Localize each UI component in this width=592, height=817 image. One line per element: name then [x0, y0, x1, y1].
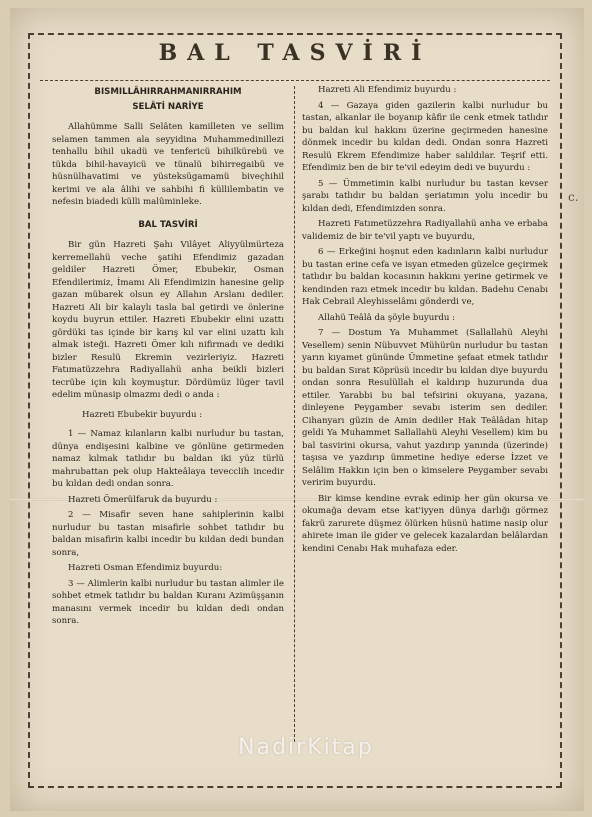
- speaker-osman: Hazreti Osman Efendimiz buyurdu:: [68, 563, 223, 573]
- speaker-omer: Hazreti Ömerülfaruk da buyurdu :: [68, 494, 218, 505]
- speaker-ebubekir: Hazreti Ebubekir buyurdu :: [82, 409, 203, 420]
- saying-1: 1 — Namaz kılanların kalbi nurludur bu tastan, dünya endişesini kalbine ve gönlüne getirmeden namaz kılmak tatlıdır bu baldan iki yüz türlü mahrubattan pek olup Hakteâlaya tevecclih incedir bu kıldan dedi ondan sonra.: [52, 429, 284, 489]
- saying-2: 2 — Misafir seven hane sahiplerinin kalbi nurludur bu tastan misafirle sohbet tatlıdır bu baldan misafirin kalbi incedir bu kıldan dedi bundan sonra,: [52, 510, 284, 558]
- left-column: [52, 84, 284, 631]
- closing-paragraph: Bir kimse kendine evrak edinip her gün okursa ve okumağa devam etse kat'iyyen dünya darlığı görmez fakrü zarurete düşmez ölürken hüsnü hatime nasip olur ahirete iman ile gider ve gelecek kazalardan belâlardan kendini Cenabı Hak muhafaza eder.: [302, 493, 548, 554]
- right-column: [302, 84, 548, 558]
- prayer-paragraph: Allahümme Salli Selâten kamilleten ve sellim selamen tammen ala seyyidina Muhammedinillezi tenhallu bihil ukadü ve tenfericü bihilkürebü ve tükda bihil-havayicü ve tünalü bihirregaibü ve hüsnülhavatimi ve yüsteksügamamü biveçhihil kerimi ve ala âlihi ve sahbihi fi küllilembatin ve nefesin biadedi külli malûminleke.: [52, 122, 284, 207]
- title-divider: [40, 80, 550, 81]
- saying-6: 6 — Erkeğini hoşnut eden kadınların kalbi nurludur bu tastan erine cefa ve isyan etmeden güzelce geçirmek tatlıdır bu baldan kocasının hakkını yerine getirmek ve kendinden razı etmek incedir bu kıldan. Badehu Cenabı Hak Cebrail Aleyhisselâmı gönderdi ve,: [302, 247, 548, 307]
- story-paragraph: Bir gün Hazreti Şahı Vilâyet Aliyyülmürteza kerremellahü veche şatihi Efendimiz gazadan geldiler Hazreti Ömer, Ebubekir, Osman Efendilerimiz, İmamı Ali Efendimizin hanesine gelip gazan mübarek olsun ey Allahın Arslanı dediler. Hazreti Ali bir kalaylı tasla bal getirdi ve önlerine koydu buyrun ettiler. Hazreti Ebubekir elini uzattı gördüki tas içinde bir karış kıl var elini uzattı kılı almak isteği. Hazreti Ömer kılı nifirmadı ve dediki bizler Resulü Ekremin vezirleriyiz. Hazreti Fatımatüzzehra Radiyallahü anha beikli bizleri tecrübe için kılı koymuştur. Dördümüz lüger tavil edelim münasip olmazmı dedi o anda :: [52, 240, 284, 400]
- speaker-fatima: Hazreti Fatımetüzzehra Radiyallahü anha ve erbaba validemiz de bir te'vil yaptı ve buyurdu,: [302, 219, 548, 242]
- heading-selati-nariye: SELÂTİ NARİYE: [132, 101, 204, 112]
- subheading-bal-tasviri: BAL TASVİRİ: [138, 219, 198, 230]
- margin-mark: c.: [568, 190, 579, 204]
- saying-4: 4 — Gazaya giden gazilerin kalbi nurludur bu tastan, alkanlar ile boyanıp kâfir ile cenk etmek tatlıdır bu baldan kul hakkını üzerine geçirmeden hanesine dönmek incedir bu kıldan dedi. Ondan sonra Hazreti Resulü Ekrem Efendimize haber salıldılar. Teşrif etti. Efendimiz ben de bir te'vil edeyim dedi ve buyurdu :: [302, 100, 548, 173]
- speaker-allah: Allahü Teâlâ da şöyle buyurdu :: [318, 312, 456, 323]
- saying-7: 7 — Dostum Ya Muhammet (Sallallahü Aleyhi Vesellem) senin Nübuvvet Mühürün nurludur bu tastan yarın kıyamet gününde Ümmetine şefaat etmek tatlıdır bu baldan Sırat Köprüsü incedir bu kıldan diye buyurdu ondan sonra Resulüllah el kaldırıp huzurunda dua ettiler. Yarabbi bu bal tefsirini okuyana, yazana, dinleyene Peygamber sevabı isterim sen dediler. Cihanyarı güzin de Amin dediler Hak Teâlâdan hitap geldi Ya Muhammet Sallallahü Aleyhi Vesellem) kim bu bal tasvirini okursa, vahut yazdırıp yanında (üzerinde) taşısa ve yazdırıp ümmetine hediye ederse İzzet ve Selâlim Hakkın için ben o kimselere Peygamber sevabı veririm buyurdu.: [302, 328, 548, 488]
- page-title: BAL TASVİRİ: [158, 40, 432, 66]
- speaker-ali: Hazreti Ali Efendimiz buyurdu :: [318, 85, 457, 95]
- saying-3: 3 — Alimlerin kalbi nurludur bu tastan alimler ile sohbet etmek tatlıdır bu baldan Kuranı Azimüşşanın manasını vermek incedir bu kıldan dedi ondan sonra.: [52, 578, 284, 626]
- column-divider: [294, 86, 295, 742]
- saying-5: 5 — Ümmetimin kalbi nurludur bu tastan kevser şarabı tatlıdır bu baldan şeriatımın yolu incedir bu kıldan dedi, Efendimizden sonra.: [302, 178, 548, 214]
- heading-bismillah: BISMILLÂHIRRAHMANIRRAHIM: [94, 87, 242, 97]
- watermark-logo: NadirKitap: [238, 735, 374, 760]
